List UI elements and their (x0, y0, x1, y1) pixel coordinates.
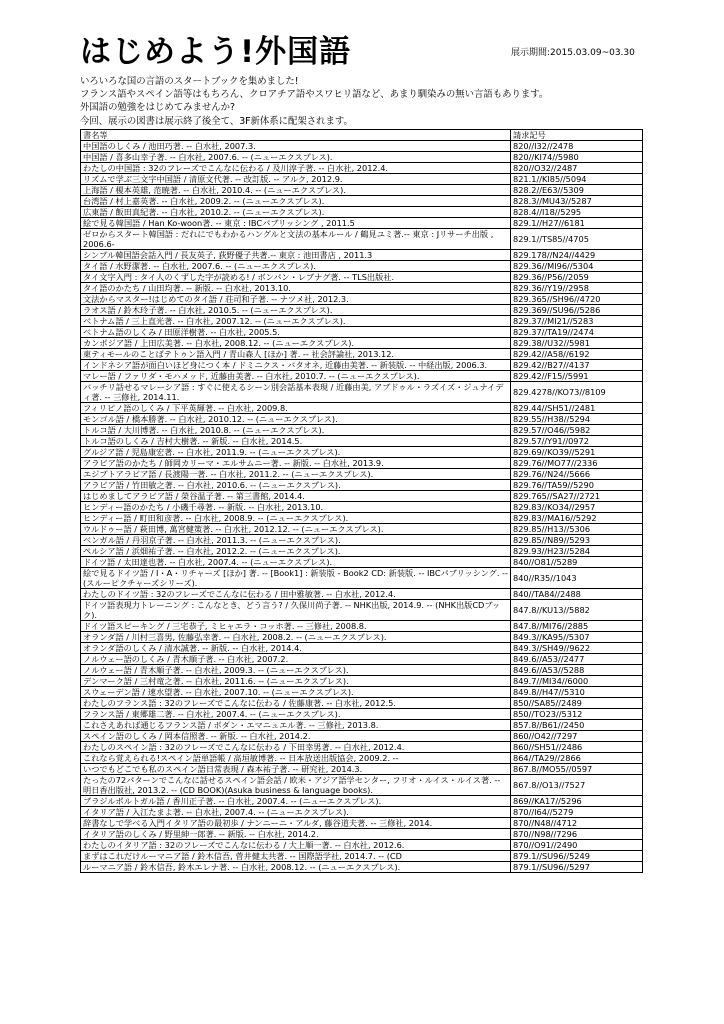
book-title-cell: ノルウェー語のしくみ / 青木順子著. -- 白水社, 2007.2. (81, 654, 511, 665)
book-title-cell: ペルシア語 / 浜畑祐子著. -- 白水社, 2012.2. -- (ニューエクスプレス). (81, 546, 511, 557)
call-number-cell: 849.6//A53//2477 (511, 654, 643, 665)
call-number-cell: 828.3//MU43//5287 (511, 196, 643, 207)
book-title-cell: オランダ語 / 川村三喜男, 佐藤弘幸著. -- 白水社, 2008.2. -- (ニューエクスプレス). (81, 632, 511, 643)
table-row (81, 207, 643, 218)
table-row (81, 272, 643, 283)
table-row (81, 524, 643, 535)
book-title-cell: リズムで学ぶ三文字中国語 / 清原文代著. -- 改訂版. -- アルク, 2012.9. (81, 174, 511, 185)
call-number-cell: 840//O81//5289 (511, 557, 643, 568)
table-row (81, 436, 643, 447)
book-title-cell: 東ティモールのことばテトゥン語入門 / 青山森人 [ほか] 著. -- 社会評論社, 2013.12. (81, 349, 511, 360)
call-number-cell: 867.8//O13//7527 (511, 775, 643, 796)
call-number-cell: 829.365//SH96//4720 (511, 294, 643, 305)
book-title-cell: 辞書なしで学べる入門イタリア語の最初歩 / ナンニーニ・アルダ, 藤谷道夫著. -- 三修社, 2014. (81, 818, 511, 829)
book-title-cell: カンボジア語 / 上田広美著. -- 白水社, 2008.12. -- (ニューエクスプレス). (81, 338, 511, 349)
table-row (81, 338, 643, 349)
call-number-cell: 829.57//Y91//0972 (511, 436, 643, 447)
call-number-cell: 850//SA85//2489 (511, 698, 643, 709)
book-title-cell: スペイン語のしくみ / 岡本信照著. -- 新版. -- 白水社, 2014.2. (81, 731, 511, 742)
book-title-cell: ノルウェー語 / 青木順子著. -- 白水社, 2009.3. -- (ニューエクスプレス). (81, 665, 511, 676)
call-number-cell: 829.83//MA16//5292 (511, 513, 643, 524)
call-number-cell: 829.36//P56//2059 (511, 272, 643, 283)
call-number-cell: 860//SH51//2486 (511, 742, 643, 753)
call-number-cell: 829.76//TA59//5290 (511, 480, 643, 491)
call-number-cell: 828.4//I18//5295 (511, 207, 643, 218)
book-title-cell: タイ文字入門 : タイ人のくずした字が読める! / ボンパン・レプナグ著. -- TLS出版社. (81, 272, 511, 283)
table-row (81, 621, 643, 632)
book-title-cell: 台湾語 / 村上嘉英著. -- 白水社, 2009.2. -- (ニューエクスプレス). (81, 196, 511, 207)
call-number-cell: 829.1//H27//6181 (511, 218, 643, 229)
table-row (81, 218, 643, 229)
call-number-cell: 829.85//H13//5306 (511, 524, 643, 535)
table-row (81, 709, 643, 720)
call-number-cell: 829.55//H38//5294 (511, 414, 643, 425)
table-row (81, 764, 643, 775)
book-title-cell: たったの72パターンでこんなに話せるスペイン語会話 / 欧米・アジア語学センター, フリオ・ルイス・ルイス著. -- 明日香出版社, 2013.2. -- (CD BOOK)(Asuka business & language books). (81, 775, 511, 796)
book-title-cell: わたしのフランス語 : 32のフレーズでこんなに伝わる / 佐藤康著. -- 白水社, 2012.5. (81, 698, 511, 709)
table-row (81, 458, 643, 469)
book-list-table (80, 129, 643, 873)
table-row (81, 403, 643, 414)
table-header-row (81, 130, 643, 141)
table-row (81, 687, 643, 698)
table-row (81, 862, 643, 873)
table-row (81, 480, 643, 491)
book-title-cell: わたしのイタリア語 : 32のフレーズでこんなに伝わる / 大上順一著. -- 白水社, 2012.6. (81, 840, 511, 851)
book-title-cell: インドネシア語が面白いほど身につく本 / ドミニクス・バタオネ, 近藤由美著. -- 新装版. -- 中経出版, 2006.3. (81, 360, 511, 371)
call-number-cell: 829.76//MO77//2336 (511, 458, 643, 469)
call-number-cell: 829.42//F15//5991 (511, 371, 643, 382)
book-title-cell: マレー語 / ファリダ・モハメッド, 近藤由美著. -- 白水社, 2010.7. -- (ニューエクスプレス). (81, 371, 511, 382)
page-title: はじめよう!外国語 (80, 34, 352, 70)
table-row (81, 665, 643, 676)
table-row (81, 360, 643, 371)
table-row (81, 840, 643, 851)
book-title-cell: これさえあれば通じるフランス語 / ボダン・エマニュエル著. -- 三修社, 2013.8. (81, 720, 511, 731)
table-row (81, 513, 643, 524)
table-row (81, 731, 643, 742)
table-row (81, 316, 643, 327)
call-number-cell: 828.2//E63//5309 (511, 185, 643, 196)
call-number-cell: 849.3//SH49//9622 (511, 643, 643, 654)
book-title-cell: 絵で見るドイツ語 / I・A・リチャーズ [ほか] 著. -- [Book1] : 新装版 - Book2 CD: 新装版. -- IBCパブリッシング. -- (スルーピクチャーズシリーズ). (81, 568, 511, 589)
intro-text (80, 75, 548, 128)
call-number-cell: 820//KI74//5980 (511, 152, 643, 163)
table-row (81, 382, 643, 403)
book-title-cell: イタリア語のしくみ / 野里紳一郎著. -- 新版. -- 白水社, 2014.2. (81, 829, 511, 840)
book-title-cell: はじめましてアラビア語 / 榮谷温子著. -- 第三書館, 2014.4. (81, 491, 511, 502)
book-title-cell: フィリピノ語のしくみ / 下平英輝著. -- 白水社, 2009.8. (81, 403, 511, 414)
call-number-cell: 870//I64//5279 (511, 807, 643, 818)
exhibition-period: 展示期間:2015.03.09~03.30 (511, 48, 635, 58)
book-title-cell: まずはこれだけルーマニア語 / 鈴木信吾, 菅井健太共著. -- 国際語学社, 2014.7. -- (CD (81, 851, 511, 862)
book-title-cell: ドイツ語表現力トレーニング : こんなとき、どう言う? / 久保川尚子著. -- NHK出版, 2014.9. -- (NHK出版CDブック). (81, 600, 511, 621)
table-row (81, 829, 643, 840)
call-number-cell: 850//TO23//5312 (511, 709, 643, 720)
call-number-cell: 879.1//SU96//5297 (511, 862, 643, 873)
table-row (81, 676, 643, 687)
book-title-cell: 中国語のしくみ / 池田巧著. -- 白水社, 2007.3. (81, 141, 511, 152)
table-row (81, 469, 643, 480)
call-number-cell: 847.8//KU13//5882 (511, 600, 643, 621)
table-row (81, 698, 643, 709)
table-row (81, 425, 643, 436)
table-row (81, 632, 643, 643)
call-number-cell: 829.85//N89//5293 (511, 535, 643, 546)
table-row (81, 796, 643, 807)
table-row (81, 163, 643, 174)
call-number-cell: 829.42//A58//6192 (511, 349, 643, 360)
book-title-cell: トルコ語 / 大川博著. -- 白水社, 2010.8. -- (ニューエクスプレス). (81, 425, 511, 436)
call-number-cell: 860//O42//7297 (511, 731, 643, 742)
table-row (81, 185, 643, 196)
call-number-cell: 829.4278//KO73//8109 (511, 382, 643, 403)
book-title-cell: バッチリ話せるマレーシア語 : すぐに使えるシーン別会話基本表現 / 近藤由美, アブドゥル・ラズイズ・ジュナイディ著. -- 三修社, 2014.11. (81, 382, 511, 403)
book-title-cell: アラビア語 / 竹田敏之著. -- 白水社, 2010.6. -- (ニューエクスプレス). (81, 480, 511, 491)
table-row (81, 371, 643, 382)
call-number-cell: 840//TA84//2488 (511, 589, 643, 600)
call-number-cell: 829.36//Y19//2958 (511, 283, 643, 294)
table-row (81, 654, 643, 665)
book-title-cell: 絵で見る韓国語 / Han Ko-woon著. -- 東京 : IBCパブリッシング , 2011.5 (81, 218, 511, 229)
call-number-cell: 849.7//MI34//6000 (511, 676, 643, 687)
call-number-cell: 870//N48//4712 (511, 818, 643, 829)
table-row (81, 535, 643, 546)
table-row (81, 742, 643, 753)
table-row (81, 807, 643, 818)
book-title-cell: 広東語 / 飯田真紀著. -- 白水社, 2010.2. -- (ニューエクスプレス). (81, 207, 511, 218)
table-row (81, 261, 643, 272)
call-number-cell: 829.369//SU96//5286 (511, 305, 643, 316)
call-number-cell: 829.83//KO34//2957 (511, 502, 643, 513)
call-number-cell: 870//N98//7296 (511, 829, 643, 840)
call-number-cell: 849.6//A53//5288 (511, 665, 643, 676)
book-title-cell: わたしの中国語 : 32のフレーズでこんなに伝わる / 及川淳子著. -- 白水社, 2012.4. (81, 163, 511, 174)
table-row (81, 720, 643, 731)
call-number-cell: 867.8//MO55//0597 (511, 764, 643, 775)
intro-line: フランス語やスペイン語等はもちろん、クロアチア語やスワヒリ語など、あまり馴染みの無い言語もあります。 (80, 89, 549, 101)
call-number-cell: 829.1//TS85//4705 (511, 229, 643, 250)
book-title-cell: ラオス語 / 鈴木玲子著. -- 白水社, 2010.5. -- (ニューエクスプレス). (81, 305, 511, 316)
call-number-cell: 847.8//MI76//2885 (511, 621, 643, 632)
table-row (81, 546, 643, 557)
book-title-cell: ブラジルポルトガル語 / 香川正子著. -- 白水社, 2007.4. -- (ニューエクスプレス). (81, 796, 511, 807)
book-title-cell: ベトナム語のしくみ / 田原洋樹著. -- 白水社, 2005.5. (81, 327, 511, 338)
call-number-cell: 829.44//SH51//2481 (511, 403, 643, 414)
call-number-cell: 829.69//KO39//5291 (511, 447, 643, 458)
book-title-cell: わたしのスペイン語 : 32のフレーズでこんなに伝わる / 下田幸男著. -- 白水社, 2012.4. (81, 742, 511, 753)
table-row (81, 589, 643, 600)
call-number-cell: 879.1//SU96//5249 (511, 851, 643, 862)
book-title-cell: シンプル韓国語会話入門 / 長友英子, 荻野優子共著.-- 東京 : 池田書店 , 2011.3 (81, 250, 511, 261)
book-title-cell: トルコ語のしくみ / 吉村大樹著. -- 新版. -- 白水社, 2014.5. (81, 436, 511, 447)
table-row (81, 851, 643, 862)
table-row (81, 414, 643, 425)
call-number-cell: 870//O91//2490 (511, 840, 643, 851)
table-row (81, 349, 643, 360)
table-row (81, 196, 643, 207)
book-title-cell: デンマーク語 / 三村竜之著. -- 白水社, 2011.6. -- (ニューエクスプレス). (81, 676, 511, 687)
table-row (81, 818, 643, 829)
table-row (81, 141, 643, 152)
book-title-cell: ベトナム語 / 三上直光著. -- 白水社, 2007.12. -- (ニューエクスプレス). (81, 316, 511, 327)
book-title-cell: ドイツ語 / 太田達也著. -- 白水社, 2007.4. -- (ニューエクスプレス). (81, 557, 511, 568)
table-row (81, 568, 643, 589)
book-title-cell: エジプトアラビア語 / 長渡陽一著. -- 白水社, 2011.2. -- (ニューエクスプレス). (81, 469, 511, 480)
call-number-cell: 829.36//MI96//5304 (511, 261, 643, 272)
book-title-cell: グルジア語 / 児島康宏著. -- 白水社, 2011.9. -- (ニューエクスプレス). (81, 447, 511, 458)
book-title-cell: ウルドゥー語 / 萩田博, 萬宮健策著. -- 白水社, 2012.12. -- (ニューエクスプレス). (81, 524, 511, 535)
call-number-cell: 829.42//B27//4137 (511, 360, 643, 371)
book-title-cell: フランス語 / 東郷雄二著. -- 白水社, 2007.4. -- (ニューエクスプレス). (81, 709, 511, 720)
book-title-cell: スウェーデン語 / 速水望著. -- 白水社, 2007.10. -- (ニューエクスプレス). (81, 687, 511, 698)
call-number-cell: 829.765//SA27//2721 (511, 491, 643, 502)
book-title-cell: ヒンディー語 / 町田和彦著. -- 白水社, 2008.9. -- (ニューエクスプレス). (81, 513, 511, 524)
call-number-cell: 829.57//O46//5982 (511, 425, 643, 436)
book-title-cell: モンゴル語 / 橋本勝著. -- 白水社, 2010.12. -- (ニューエクスプレス). (81, 414, 511, 425)
book-title-cell: わたしのドイツ語 : 32のフレーズでこんなに伝わる / 田中雅敏著. -- 白水社, 2012.4. (81, 589, 511, 600)
table-row (81, 152, 643, 163)
intro-line: 外国語の勉強をはじめてみませんか? (80, 102, 235, 114)
call-number-cell: 821.1//KI85//5094 (511, 174, 643, 185)
call-number-cell: 869//KA17//5296 (511, 796, 643, 807)
table-row (81, 753, 643, 764)
column-header-title: 書名等 (81, 130, 511, 141)
call-number-cell: 820//I32//2478 (511, 141, 643, 152)
call-number-cell: 829.93//H23//5284 (511, 546, 643, 557)
table-row (81, 557, 643, 568)
table-row (81, 491, 643, 502)
table-row (81, 502, 643, 513)
table-row (81, 305, 643, 316)
table-row (81, 447, 643, 458)
call-number-cell: 857.8//B61//2450 (511, 720, 643, 731)
book-title-cell: イタリア語 / 入江たまよ著. -- 白水社, 2007.4. -- (ニューエクスプレス). (81, 807, 511, 818)
book-title-cell: ルーマニア語 / 鈴木信吾, 鈴木エレナ著. -- 白水社, 2008.12. -- (ニューエクスプレス). (81, 862, 511, 873)
call-number-cell: 864//TA29//2866 (511, 753, 643, 764)
table-row (81, 327, 643, 338)
table-row (81, 174, 643, 185)
table-row (81, 600, 643, 621)
call-number-cell: 829.37//MI21//5283 (511, 316, 643, 327)
table-row (81, 250, 643, 261)
book-title-cell: オランダ語のしくみ / 清水誠著. -- 新版. -- 白水社, 2014.4. (81, 643, 511, 654)
book-title-cell: タイ語のかたち / 山田均著. -- 新版. -- 白水社, 2013.10. (81, 283, 511, 294)
table-row (81, 229, 643, 250)
call-number-cell: 829.37//TA19//2474 (511, 327, 643, 338)
intro-line: いろいろな国の言語のスタートブックを集めました! (80, 76, 299, 87)
call-number-cell: 829.76//N24//5666 (511, 469, 643, 480)
table-body (81, 141, 643, 873)
book-title-cell: ドイツ語スピーキング / 三宅恭子, ミヒャエラ・コッホ著. -- 三修社, 2008.8. (81, 621, 511, 632)
book-title-cell: ベンガル語 / 丹羽京子著. -- 白水社, 2011.3. -- (ニューエクスプレス). (81, 535, 511, 546)
book-title-cell: ゼロからスタート韓国語 : だれにでもわかるハングルと文法の基本ルール / 鶴見ユミ著.-- 東京 : Jリサーチ出版 , 2006.6- (81, 229, 511, 250)
book-title-cell: いつでもどこでも私のスペイン語日常表現 / 森本祐子著. -- 研究社, 2014.3. (81, 764, 511, 775)
book-title-cell: アラビア語のかたち / 師岡カリーマ・エルサムニー著. -- 新版. -- 白水社, 2013.9. (81, 458, 511, 469)
table-row (81, 283, 643, 294)
book-title-cell: これなら覚えられる!スペイン語単語帳 / 高垣敏博著. -- 日本放送出版協会, 2009.2. -- (81, 753, 511, 764)
book-title-cell: 上海語 / 榎本英雄, 范暁著. -- 白水社, 2010.4. -- (ニューエクスプレス). (81, 185, 511, 196)
book-title-cell: 中国語 / 喜多山幸子著. -- 白水社, 2007.6. -- (ニューエクスプレス). (81, 152, 511, 163)
call-number-cell: 849.8//H47//5310 (511, 687, 643, 698)
table-row (81, 294, 643, 305)
call-number-cell: 840//R35//1043 (511, 568, 643, 589)
call-number-cell: 829.38//U32//5981 (511, 338, 643, 349)
book-title-cell: タイ語 / 水野潔著. -- 白水社, 2007.6. -- (ニューエクスプレス). (81, 261, 511, 272)
intro-line: 今回、展示の図書は展示終了後全て、3F新体系に配架されます。 (80, 115, 353, 127)
table-row (81, 775, 643, 796)
column-header-call-number: 請求記号 (511, 130, 643, 141)
call-number-cell: 849.3//KA95//5307 (511, 632, 643, 643)
call-number-cell: 820//O32//2487 (511, 163, 643, 174)
call-number-cell: 829.178//N24//4429 (511, 250, 643, 261)
book-title-cell: 文法からマスター!はじめてのタイ語 / 荘司和子著. -- ナツメ社, 2012.3. (81, 294, 511, 305)
table-row (81, 643, 643, 654)
book-title-cell: ヒンディー語のかたち / 小磯千尋著. -- 新版. -- 白水社, 2013.10. (81, 502, 511, 513)
